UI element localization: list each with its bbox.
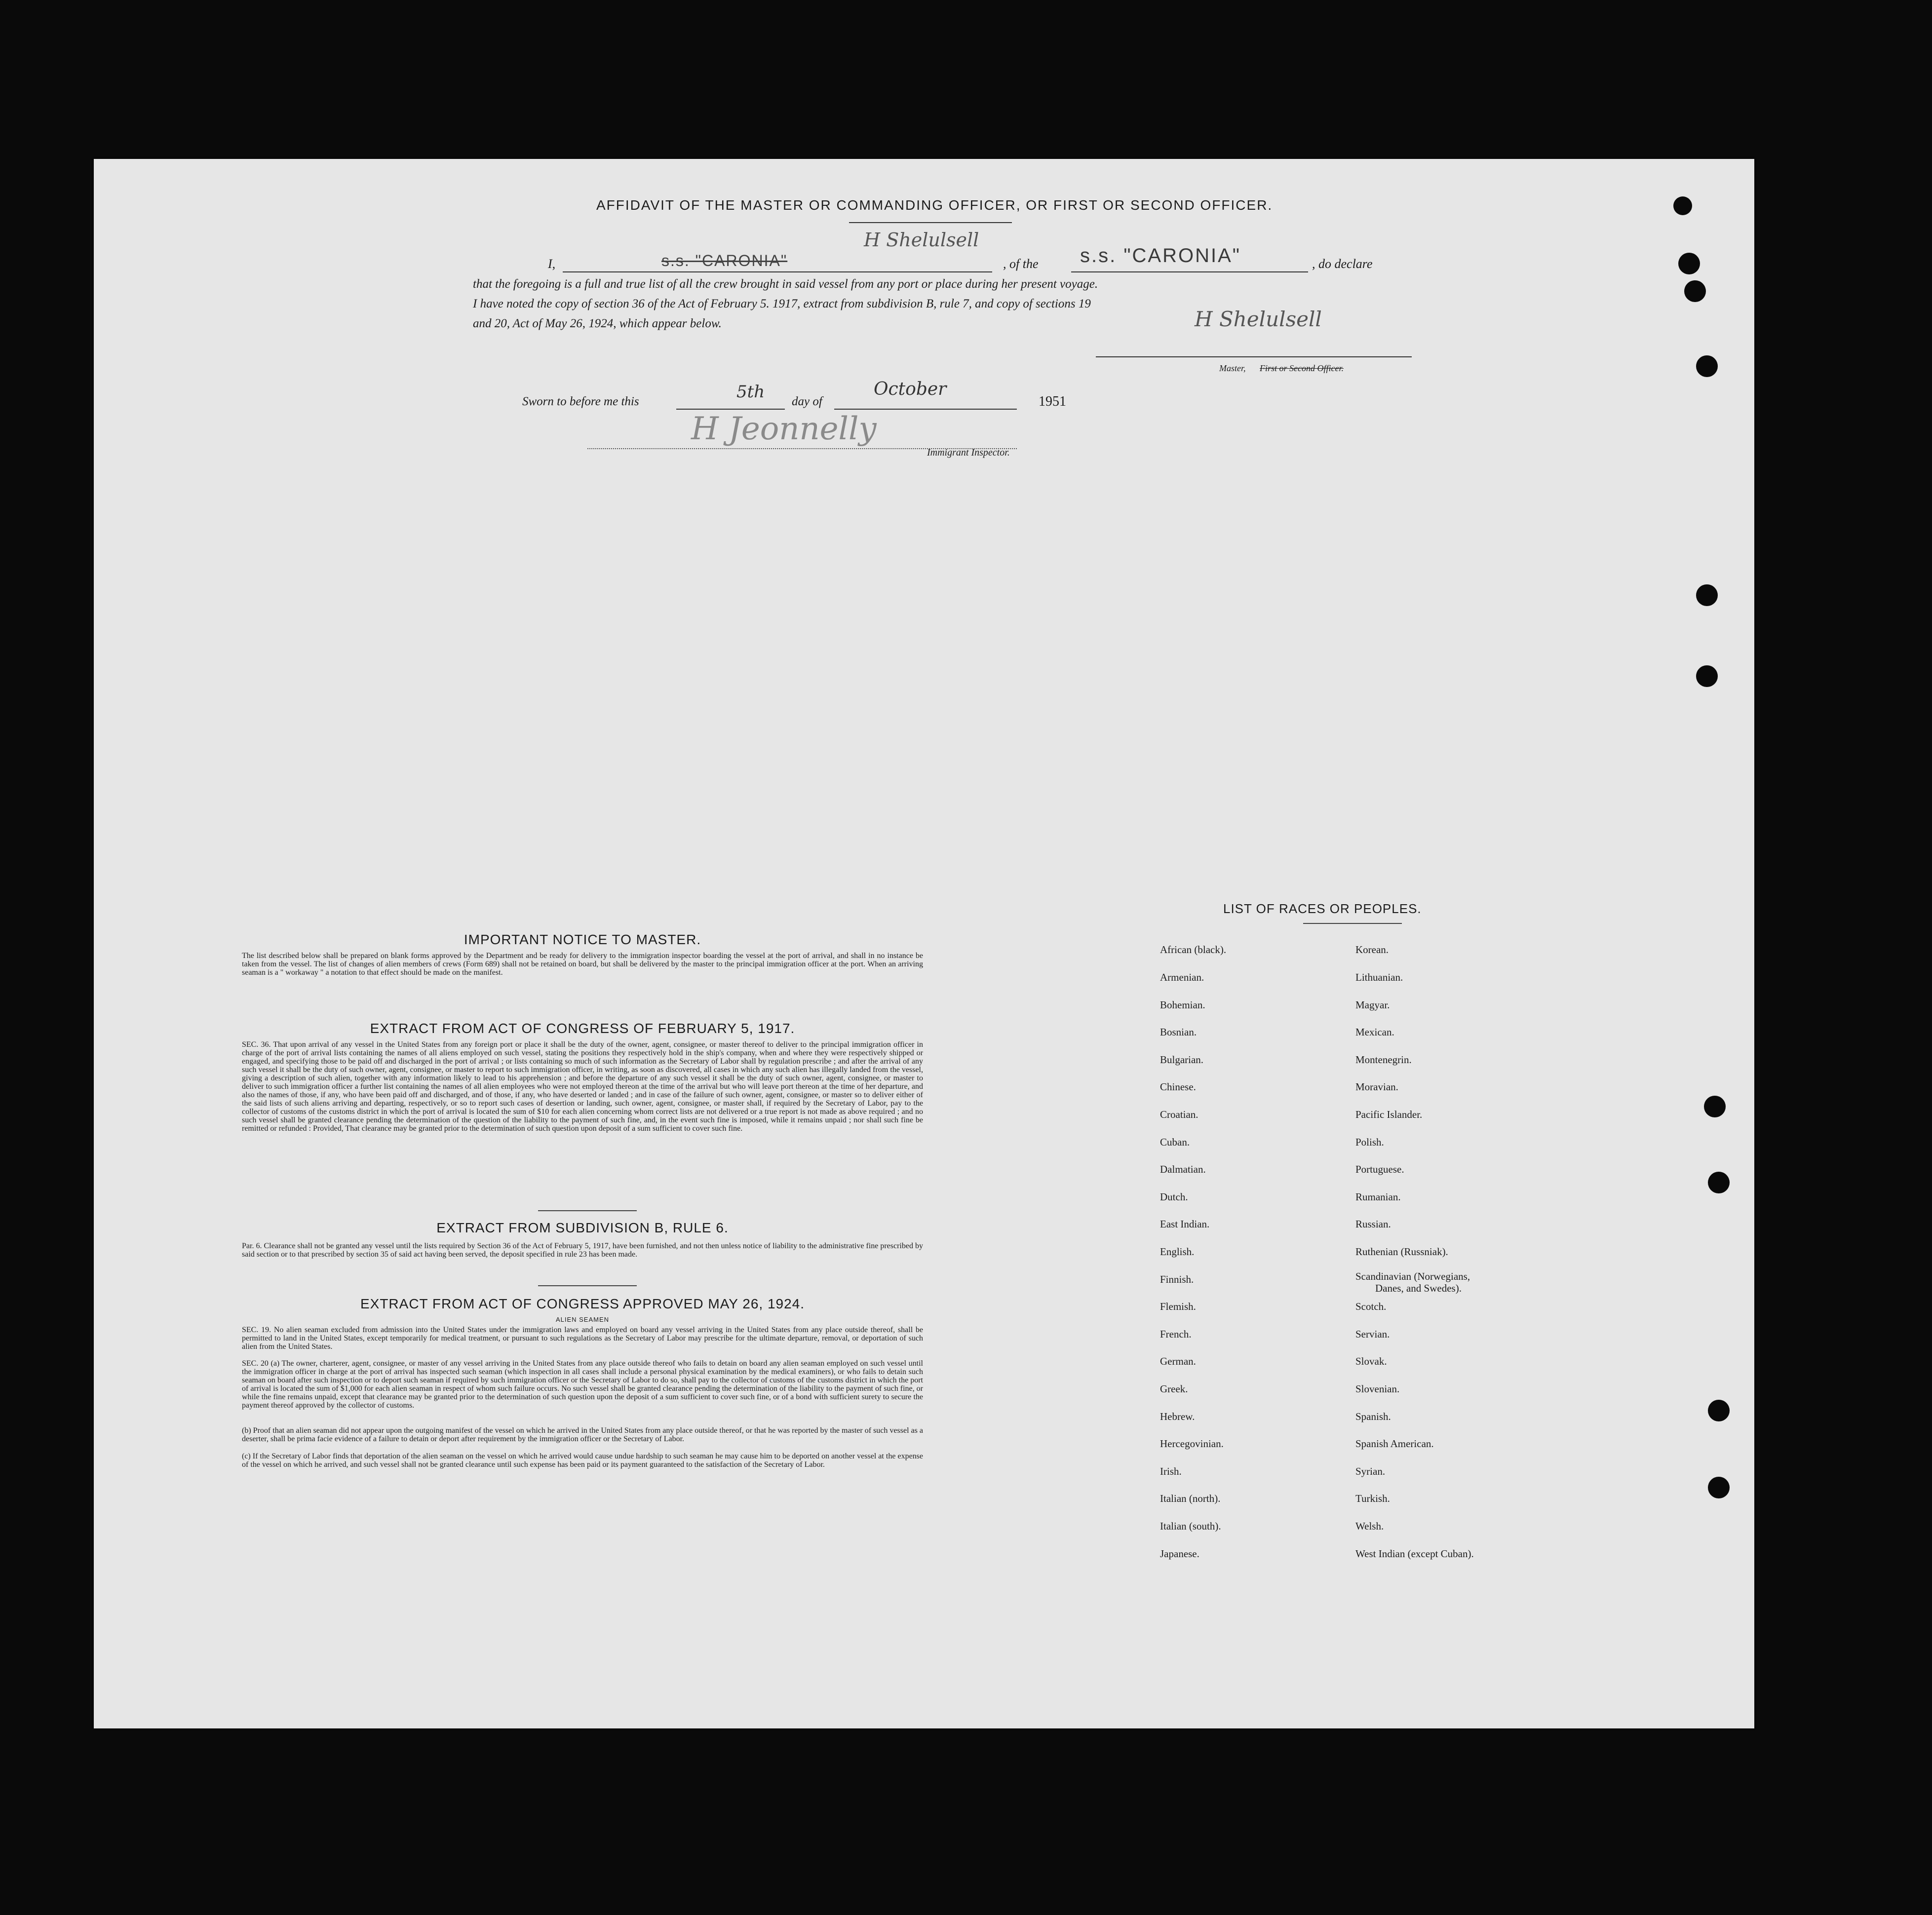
race-left: Bulgarian. bbox=[1160, 1054, 1204, 1066]
extract-1917-title: EXTRACT FROM ACT OF CONGRESS OF FEBRUARY 5, 1917. bbox=[370, 1021, 795, 1036]
punch-hole bbox=[1696, 665, 1718, 687]
race-right: Slovak. bbox=[1355, 1355, 1387, 1367]
race-right: Welsh. bbox=[1355, 1520, 1384, 1532]
race-left: Greek. bbox=[1160, 1383, 1188, 1395]
race-left: Cuban. bbox=[1160, 1136, 1190, 1148]
race-left: Italian (north). bbox=[1160, 1493, 1221, 1504]
rule6-body: Par. 6. Clearance shall not be granted any vessel until the lists required by Section 36 of the Act of February 5, 1917, have been furnished, and not then unless notice of liability to the administrative fine prescribed by said section or to that prescribed by section 35 of said act having been served, the deposit specified in rule 23 has been made. bbox=[242, 1242, 923, 1259]
race-left: Croatian. bbox=[1160, 1109, 1198, 1120]
race-left: Flemish. bbox=[1160, 1301, 1196, 1312]
rule6-title: EXTRACT FROM SUBDIVISION B, RULE 6. bbox=[436, 1220, 729, 1235]
race-right: Russian. bbox=[1355, 1218, 1391, 1230]
sec20c-body: (c) If the Secretary of Labor finds that deportation of the alien seaman on the vessel on which he arrived would cause undue hardship to such seaman he may cause him to be deported on another vessel at the expense of the vessel on which he arrived, and such vessel shall not be granted clearance until such expense has been paid or its payment guaranteed to the satisfaction of the Secretary of Labor. bbox=[242, 1452, 923, 1469]
section-separator bbox=[538, 1285, 637, 1286]
race-right: Scandinavian (Norwegians, bbox=[1355, 1270, 1470, 1282]
race-right: Montenegrin. bbox=[1355, 1054, 1412, 1066]
races-title: LIST OF RACES OR PEOPLES. bbox=[1223, 901, 1422, 916]
punch-hole bbox=[1678, 253, 1700, 274]
sworn-day-line bbox=[676, 409, 785, 410]
race-right: West Indian (except Cuban). bbox=[1355, 1548, 1474, 1560]
race-left: Hercegovinian. bbox=[1160, 1438, 1224, 1450]
affidavit-line-3: and 20, Act of May 26, 1924, which appear below. bbox=[473, 317, 722, 330]
of-the-label: , of the bbox=[1003, 257, 1039, 271]
race-right: Magyar. bbox=[1355, 999, 1390, 1011]
inspector-signature: H Jeonnelly bbox=[691, 411, 877, 447]
master-caption: Master, bbox=[1219, 363, 1246, 373]
sec20a-body: SEC. 20 (a) The owner, charterer, agent, consignee, or master of any vessel arriving in the United States from any place outside thereof who fails to detain on board any alien seaman employed on such vessel until the immigration officer in charge at the port of arrival has inspected such seaman (which inspection in all cases shall include a personal physical examination by the medical examiners), or who fails to detain such seaman on board after such inspection or to deport such seaman if required by such immigration officer or the Secretary of Labor to do so, shall pay to the collector of customs of the customs district in which the port of arrival is located the sum of $1,000 for each alien seaman in respect of whom such failure occurs. No such vessel shall be granted clearance pending the determination of the liability to the payment of such fine, or while the fine remains unpaid, except that clearance may be granted prior to the determination of such question upon the deposit of a sum sufficient to cover such fine, or of a bond with sufficient surety to secure the payment thereof approved by the collector of customs. bbox=[242, 1359, 923, 1410]
race-right: Spanish. bbox=[1355, 1411, 1391, 1422]
race-left: Dutch. bbox=[1160, 1191, 1188, 1203]
sworn-month: October bbox=[874, 379, 947, 399]
sworn-month-line bbox=[834, 409, 1017, 410]
do-declare-label: , do declare bbox=[1312, 257, 1373, 271]
officer-struck: First or Second Officer. bbox=[1260, 363, 1344, 373]
race-left: Bohemian. bbox=[1160, 999, 1205, 1011]
extract-1924-title: EXTRACT FROM ACT OF CONGRESS APPROVED MAY 26, 1924. bbox=[360, 1296, 805, 1311]
punch-hole bbox=[1696, 584, 1718, 606]
affidavit-line-1: that the foregoing is a full and true list of all the crew brought in said vessel from any port or place during her present voyage. bbox=[473, 277, 1098, 291]
race-right: Pacific Islander. bbox=[1355, 1109, 1423, 1120]
race-right: Scotch. bbox=[1355, 1301, 1387, 1312]
punch-hole bbox=[1673, 196, 1692, 215]
punch-hole bbox=[1708, 1172, 1730, 1193]
affidavit-title: AFFIDAVIT OF THE MASTER OR COMMANDING OFFICER, OR FIRST OR SECOND OFFICER. bbox=[596, 197, 1273, 213]
race-right: Ruthenian (Russniak). bbox=[1355, 1246, 1448, 1258]
race-left: Bosnian. bbox=[1160, 1026, 1197, 1038]
race-right: Syrian. bbox=[1355, 1465, 1386, 1477]
race-right: Polish. bbox=[1355, 1136, 1384, 1148]
race-right: Slovenian. bbox=[1355, 1383, 1400, 1395]
punch-hole bbox=[1708, 1477, 1730, 1498]
race-left: English. bbox=[1160, 1246, 1195, 1258]
extract-1917-body: SEC. 36. That upon arrival of any vessel in the United States from any foreign port or place it shall be the duty of the owner, agent, consignee, or master thereof to deliver to the principal immigration officer in charge of the port of arrival lists containing the names of all aliens employed on such vessel, stating the positions they respectively hold in the ship's company, when and where they were respectively shipped or engaged, and specifying those to be paid off and discharged in the port of arrival ; or lists containing so much of such information as the Secretary of Labor shall by regulation prescribe ; and after the arrival of any such vessel it shall be the duty of such owner, agent, consignee, or master to report to such immigration officer, in writing, as soon as discovered, all cases in which any such alien has illegally landed from the vessel, giving a description of such alien, together with any information likely to lead to his apprehension ; and before the departure of any such vessel it shall be the duty of such owner, agent, consignee, or master to deliver to such immigration officer a further list containing the names of all alien employees who were not employed thereon at the time of the arrival but who will leave port thereon at the time of her departure, and also the names of those, if any, who have been paid off and discharged, and of those, if any, who have deserted or landed ; and in case of the failure of such owner, agent, consignee, or master so to deliver either of the said lists of such aliens arriving and departing, respectively, or so to report such cases of desertion or landing, such owner, agent, consignee, or master shall, if required by the Secretary of Labor, pay to the collector of customs of the customs district in which the port of arrival is located the sum of $10 for each alien concerning whom correct lists are not delivered or a true report is not made as above required ; and no such vessel shall be granted clearance pending the determination of the question of the liability to the payment of such fine, and, in the event such fine is imposed, while it remains unpaid ; nor shall such fine be remitted or refunded : Provided, That clearance may be granted prior to the determination of such question upon deposit of a sum sufficient to cover such fine. bbox=[242, 1040, 923, 1133]
race-right: Spanish American. bbox=[1355, 1438, 1434, 1450]
sworn-label: Sworn to before me this bbox=[522, 395, 639, 408]
race-left: African (black). bbox=[1160, 944, 1227, 956]
section-separator bbox=[538, 1210, 637, 1211]
document-page bbox=[94, 159, 1754, 1728]
race-right: Servian. bbox=[1355, 1328, 1390, 1340]
race-left: East Indian. bbox=[1160, 1218, 1210, 1230]
race-right: Turkish. bbox=[1355, 1493, 1390, 1504]
day-of-label: day of bbox=[792, 395, 822, 408]
punch-hole bbox=[1684, 280, 1706, 302]
i-label: I, bbox=[548, 257, 556, 271]
sec19-body: SEC. 19. No alien seaman excluded from admission into the United States under the immigration laws and employed on board any vessel arriving in the United States from any place outside thereof, shall be permitted to land in the United States, except temporarily for medical treatment, or pursuant to such regulations as the Secretary of Labor may prescribe for the ultimate departure, removal, or deportation of such alien from the United States. bbox=[242, 1326, 923, 1351]
race-left: Irish. bbox=[1160, 1465, 1182, 1477]
race-left: French. bbox=[1160, 1328, 1192, 1340]
punch-hole bbox=[1696, 355, 1718, 377]
race-right: Mexican. bbox=[1355, 1026, 1394, 1038]
race-left: Dalmatian. bbox=[1160, 1163, 1206, 1175]
race-right: Portuguese. bbox=[1355, 1163, 1404, 1175]
name-line bbox=[563, 271, 992, 272]
race-left: Japanese. bbox=[1160, 1548, 1199, 1560]
notice-title: IMPORTANT NOTICE TO MASTER. bbox=[464, 932, 701, 947]
race-right-continuation: Danes, and Swedes). bbox=[1375, 1282, 1462, 1294]
ship-line bbox=[1071, 271, 1308, 272]
races-title-rule bbox=[1303, 923, 1402, 924]
race-right: Moravian. bbox=[1355, 1081, 1398, 1093]
sworn-day: 5th bbox=[736, 382, 765, 402]
race-left: Armenian. bbox=[1160, 971, 1204, 983]
ship-name: s.s. "CARONIA" bbox=[1080, 245, 1241, 267]
race-left: German. bbox=[1160, 1355, 1196, 1367]
race-right: Rumanian. bbox=[1355, 1191, 1401, 1203]
inspector-caption: Immigrant Inspector. bbox=[927, 447, 1010, 458]
race-right: Korean. bbox=[1355, 944, 1389, 956]
affidavit-line-2: I have noted the copy of section 36 of the Act of February 5. 1917, extract from subdivision B, rule 7, and copy of sections 19 bbox=[473, 297, 1091, 310]
master-signature-line bbox=[1096, 356, 1412, 357]
race-left: Hebrew. bbox=[1160, 1411, 1195, 1422]
notice-body: The list described below shall be prepared on blank forms approved by the Department and be ready for delivery to the immigration inspector boarding the vessel at the port of arrival, and shall in no instance be taken from the vessel. The list of changes of alien members of crews (Form 689) shall not be retained on board, but shall be delivered by the master to the principal immigration officer at the port. When an arriving seaman is a " workaway " a notation to that effect should be made on the manifest. bbox=[242, 952, 923, 977]
master-signature-2: H Shelulsell bbox=[1195, 307, 1322, 331]
struck-ship-name: s.s. "CARONIA" bbox=[661, 252, 788, 269]
master-signature: H Shelulsell bbox=[864, 229, 979, 251]
punch-hole bbox=[1704, 1096, 1726, 1117]
alien-seamen-subtitle: ALIEN SEAMEN bbox=[555, 1316, 610, 1323]
race-left: Finnish. bbox=[1160, 1273, 1194, 1285]
race-right: Lithuanian. bbox=[1355, 971, 1403, 983]
race-left: Italian (south). bbox=[1160, 1520, 1221, 1532]
title-rule bbox=[849, 222, 1012, 223]
sworn-year: 1951 bbox=[1039, 394, 1066, 409]
sec20b-body: (b) Proof that an alien seaman did not appear upon the outgoing manifest of the vessel on which he arrived in the United States from any place outside thereof, or that he was reported by the master of such vessel as a deserter, shall be prima facie evidence of a failure to detain or deport after requirement by the immigration officer or the Secretary of Labor. bbox=[242, 1426, 923, 1443]
punch-hole bbox=[1708, 1400, 1730, 1421]
race-left: Chinese. bbox=[1160, 1081, 1196, 1093]
